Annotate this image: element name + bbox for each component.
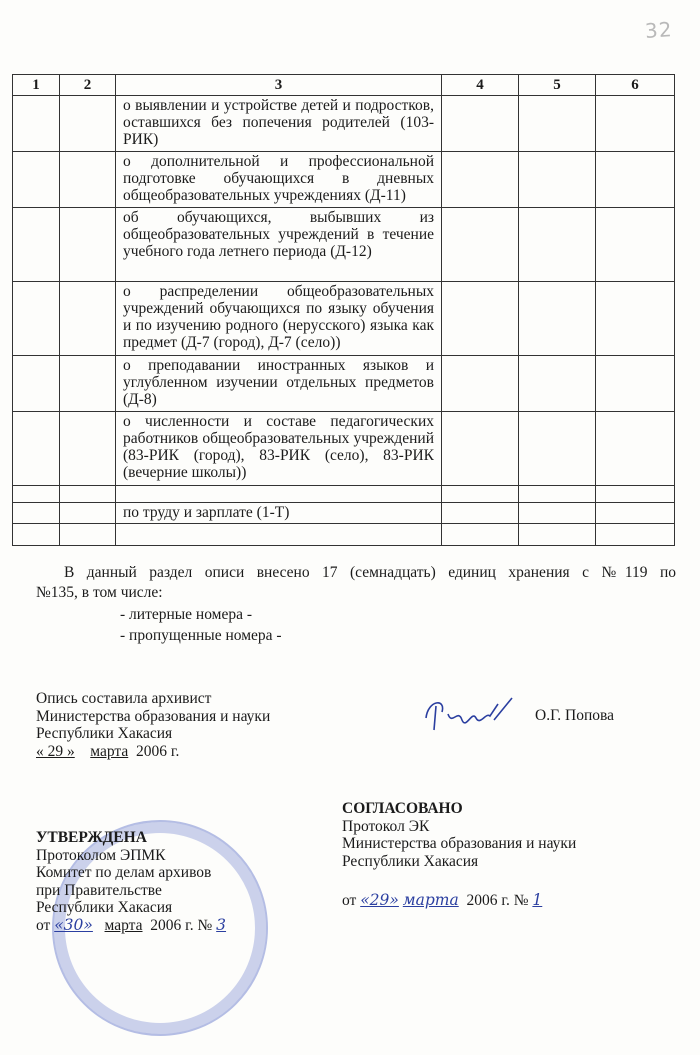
table-header-row	[13, 75, 675, 96]
compiler-block	[36, 690, 270, 760]
compiler-date: « 29 » марта 2006 г.	[36, 742, 180, 760]
record-description: о численности и составе педагогических работников общеобразовательных учреждений (83-РИК (город), 83-РИК (село), 83-РИК (вечерние школы))	[116, 412, 442, 486]
compiler-name: О.Г. Попова	[535, 707, 615, 724]
record-description	[116, 486, 442, 503]
inventory-table	[12, 74, 675, 546]
record-description: по труду и зарплате (1-Т)	[116, 503, 442, 524]
agreed-date: от «29» марта 2006 г. № 1	[342, 891, 543, 909]
table-row	[13, 524, 675, 546]
record-description: о преподавании иностранных языков и углубленном изучении отдельных предметов (Д-8)	[116, 356, 442, 412]
table-row	[13, 208, 675, 282]
compiler-line: Республики Хакасия	[36, 725, 173, 742]
lettered-numbers: - литерные номера -	[120, 606, 253, 623]
table-row	[13, 503, 675, 524]
approved-line: Протоколом ЭПМК	[36, 846, 166, 864]
record-description: о выявлении и устройстве детей и подростков, оставшихся без попечения родителей (103-РИК)	[116, 96, 442, 152]
signature	[418, 690, 518, 740]
approved-line: Комитет по делам архивов	[36, 864, 212, 881]
skipped-numbers: - пропущенные номера -	[120, 627, 282, 644]
table-row	[13, 96, 675, 152]
agreed-line: Министерства образования и науки	[342, 835, 577, 852]
table-row	[13, 412, 675, 486]
column-header: 2	[60, 75, 116, 96]
agreed-block	[342, 800, 576, 910]
record-description: о дополнительной и профессиональной подготовке обучающихся в дневных общеобразовательных учреждениях (Д-11)	[116, 152, 442, 208]
table-row	[13, 282, 675, 356]
record-description: об обучающихся, выбывших из общеобразовательных учреждений в течение учебного года летнего периода (Д-12)	[116, 208, 442, 282]
approved-block	[36, 829, 226, 934]
column-header: 1	[13, 75, 60, 96]
approved-line: при Правительстве	[36, 881, 162, 899]
page-number: 32	[643, 17, 673, 43]
table-row	[13, 356, 675, 412]
agreed-title: СОГЛАСОВАНО	[342, 800, 463, 817]
agreed-line: Республики Хакасия	[342, 852, 479, 870]
column-header: 5	[519, 75, 596, 96]
compiler-line: Министерства образования и науки	[36, 707, 271, 725]
record-description: о распределении общеобразовательных учреждений обучающихся по языку обучения и по изучению родного (нерусского) языка как предмет (Д-7 (город), Д-7 (село))	[116, 282, 442, 356]
agreed-line: Протокол ЭК	[342, 817, 430, 835]
approved-title: УТВЕРЖДЕНА	[36, 829, 147, 846]
column-header: 3	[116, 75, 442, 96]
approved-date: от «30» марта 2006 г. № 3	[36, 915, 227, 934]
compiler-line: Опись составила архивист	[36, 690, 212, 707]
column-header: 4	[442, 75, 519, 96]
record-description	[116, 524, 442, 546]
column-header: 6	[596, 75, 675, 96]
summary-paragraph	[36, 563, 676, 603]
approved-line: Республики Хакасия	[36, 899, 173, 916]
table-row	[13, 152, 675, 208]
table-row	[13, 486, 675, 503]
summary-line: В данный раздел описи внесено 17 (семнадцать) единиц хранения с №119 по	[64, 564, 676, 581]
summary-line: №135, в том числе:	[36, 584, 163, 601]
